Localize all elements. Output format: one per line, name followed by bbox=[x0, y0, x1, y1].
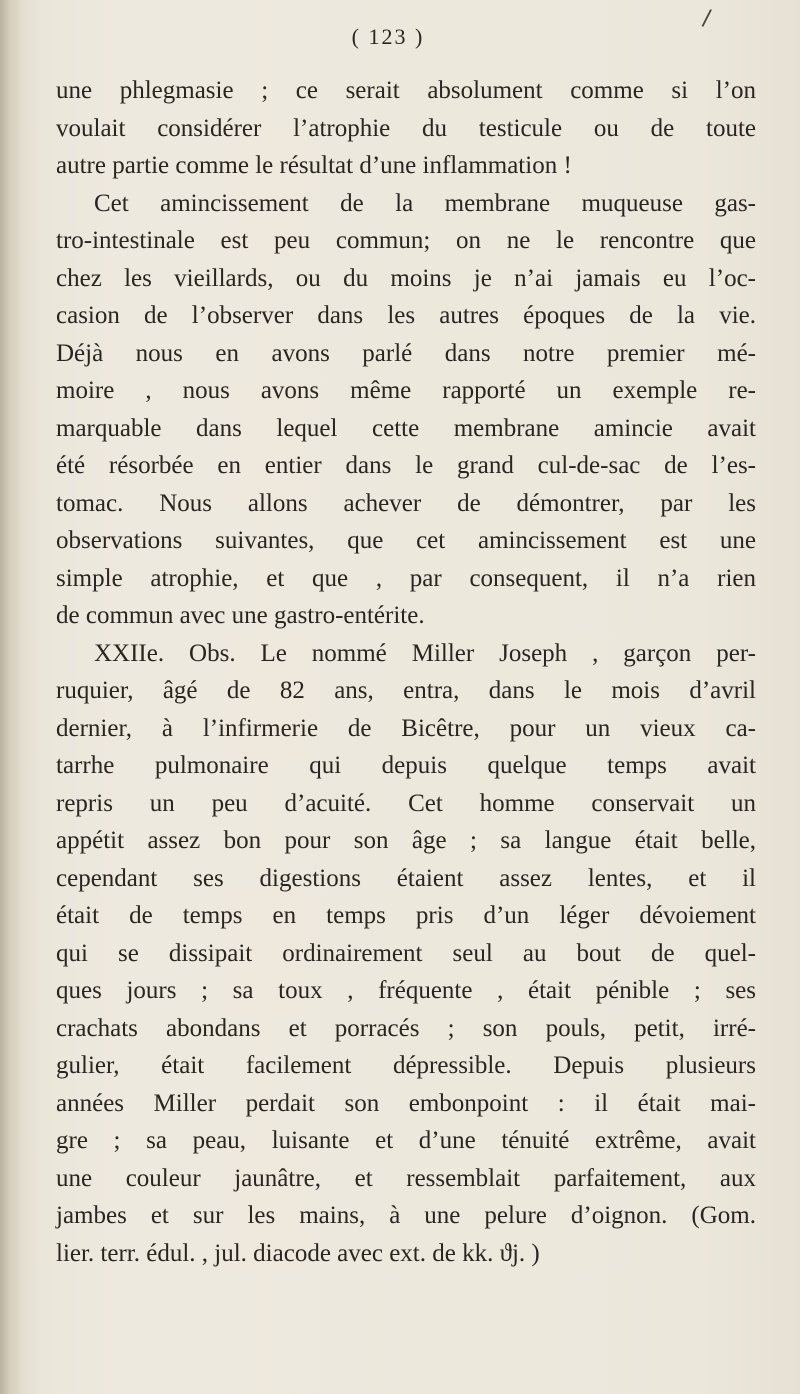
text-line: repris un peu d’acuité. Cet homme conservait un bbox=[56, 789, 756, 817]
text-line: gulier, était facilement dépressible. Depuis plusieurs bbox=[56, 1052, 756, 1079]
text-line: une phlegmasie ; ce serait absolument comme si l’on bbox=[56, 77, 756, 104]
text-line: autre partie comme le résultat d’une inflammation ! bbox=[56, 152, 572, 179]
text-line: jambes et sur les mains, à une pelure d’oignon. (Gom. bbox=[56, 1202, 756, 1229]
text-line: ruquier, âgé de 82 ans, entra, dans le mois d’avril bbox=[56, 677, 756, 704]
text-line: de commun avec une gastro-entérite. bbox=[56, 602, 425, 629]
text-line: dernier, à l’infirmerie de Bicêtre, pour un vieux ca- bbox=[56, 714, 756, 742]
text-line: XXIIe. Obs. Le nommé Miller Joseph , garçon per- bbox=[94, 639, 756, 667]
text-line: observations suivantes, que cet amincissement est une bbox=[56, 527, 756, 554]
text-line: une couleur jaunâtre, et ressemblait parfaitement, aux bbox=[56, 1164, 756, 1192]
pencil-mark: / bbox=[700, 5, 713, 32]
text-line: gre ; sa peau, luisante et d’une ténuité extrême, avait bbox=[56, 1127, 756, 1154]
text-line: tro-intestinale est peu commun; on ne le rencontre que bbox=[56, 227, 756, 254]
text-line: était de temps en temps pris d’un léger dévoiement bbox=[56, 902, 756, 929]
text-line: années Miller perdait son embonpoint : il était mai- bbox=[56, 1089, 756, 1117]
page-number: ( 123 ) bbox=[351, 24, 425, 49]
binding-shadow bbox=[0, 0, 22, 1394]
text-line: simple atrophie, et que , par consequent, il n’a rien bbox=[56, 564, 756, 592]
text-line: marquable dans lequel cette membrane amincie avait bbox=[56, 414, 756, 442]
text-line: ques jours ; sa toux , fréquente , était pénible ; ses bbox=[56, 977, 756, 1004]
text-line: voulait considérer l’atrophie du testicule ou de toute bbox=[56, 114, 756, 142]
text-line: cependant ses digestions étaient assez lentes, et il bbox=[56, 864, 756, 892]
text-line: tomac. Nous allons achever de démontrer, par les bbox=[56, 489, 756, 517]
text-line: Cet amincissement de la membrane muqueuse gas- bbox=[94, 189, 756, 217]
body-text bbox=[56, 72, 756, 1272]
text-line: qui se dissipait ordinairement seul au bout de quel- bbox=[56, 939, 756, 967]
text-line: crachats abondans et porracés ; son pouls, petit, irré- bbox=[56, 1014, 756, 1042]
text-line: chez les vieillards, ou du moins je n’ai jamais eu l’oc- bbox=[56, 264, 756, 292]
text-line: lier. terr. édul. , jul. diacode avec ext. de kk. ϑj. ) bbox=[56, 1239, 540, 1267]
text-line: appétit assez bon pour son âge ; sa langue était belle, bbox=[56, 827, 756, 854]
text-line: casion de l’observer dans les autres époques de la vie. bbox=[56, 302, 756, 329]
text-line: moire , nous avons même rapporté un exemple re- bbox=[56, 377, 756, 404]
text-line: Déjà nous en avons parlé dans notre premier mé- bbox=[56, 339, 756, 367]
text-line: été résorbée en entier dans le grand cul-de-sac de l’es- bbox=[56, 452, 756, 479]
text-line: tarrhe pulmonaire qui depuis quelque temps avait bbox=[56, 752, 756, 779]
